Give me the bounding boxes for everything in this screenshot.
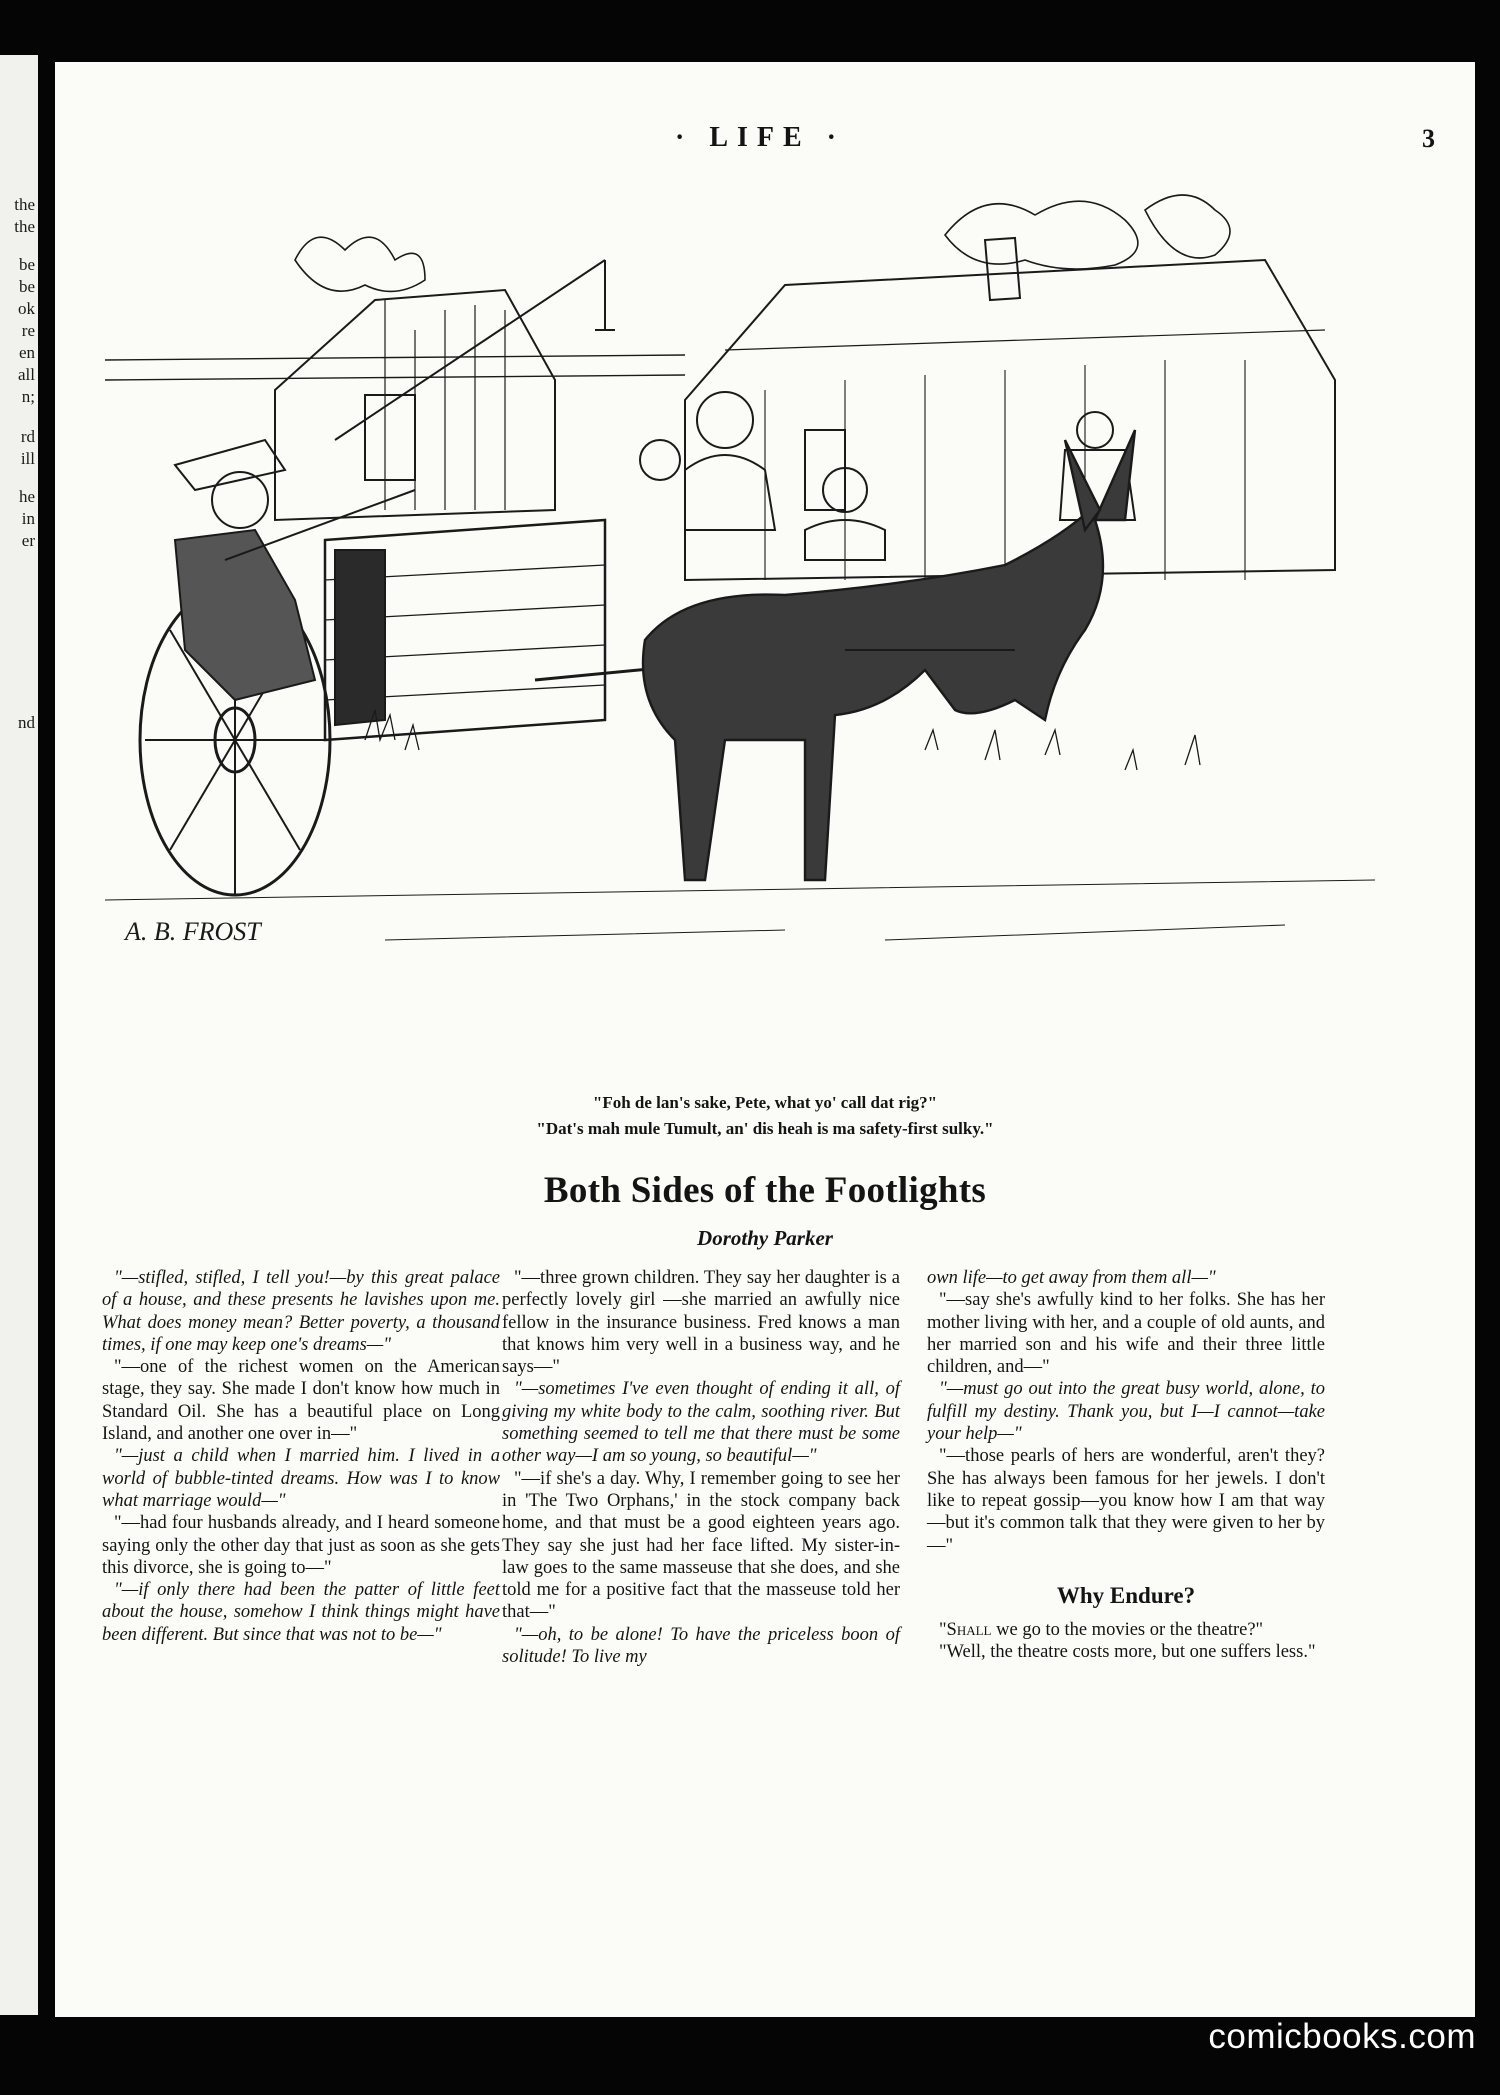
text-column-1 bbox=[102, 1267, 500, 1646]
artist-signature: A. B. FROST bbox=[125, 917, 261, 946]
paragraph: "—say she's awfully kind to her folks. She has her mother living with her, and a couple of old aunts, and her married son and his wife and their three little children, and—" bbox=[927, 1290, 1325, 1378]
text-column-3 bbox=[927, 1267, 1325, 1664]
sidebar-lead-word: "Shall bbox=[939, 1620, 992, 1641]
facing-page-fragment: ill bbox=[20, 449, 35, 468]
fence-background bbox=[105, 355, 685, 380]
page-number: 3 bbox=[1422, 124, 1435, 153]
magazine-page bbox=[55, 62, 1475, 2017]
paragraph: "—if she's a day. Why, I remember going to see her in 'The Two Orphans,' in the stock company back home, and that must be a good eighteen years ago. They say she just had her face lifted. My sister-in-law goes to the same masseuse that she does, and she told me for a positive fact that the masseuse told her that—" bbox=[502, 1468, 900, 1623]
barn-right bbox=[685, 238, 1335, 580]
paragraph: "—sometimes I've even thought of ending it all, of giving my white body to the calm, soothing river. But something seemed to tell me that there must be some other way—I am so young, so beautiful—" bbox=[502, 1379, 900, 1467]
facing-page-fragment: the bbox=[14, 195, 35, 214]
facing-page-fragment: er bbox=[21, 531, 35, 550]
cartoon-illustration bbox=[85, 180, 1385, 1160]
paragraph: own life—to get away from them all—" bbox=[927, 1268, 1216, 1288]
paragraph: "—those pearls of hers are wonderful, aren't they? She has always been famous for her jewels. I don't like to repeat gossip—you know how I am that way—but it's common talk that they were given to her by—" bbox=[927, 1446, 1325, 1556]
paragraph: "—if only there had been the patter of little feet about the house, somehow I think things might have been different. But since that was not to be—" bbox=[102, 1580, 500, 1645]
barn-left bbox=[275, 290, 555, 520]
facing-page-fragment: all bbox=[18, 365, 35, 384]
paragraph: "—just a child when I married him. I lived in a world of bubble-tinted dreams. How was I to know what marriage would—" bbox=[102, 1446, 500, 1511]
sidebar-line-2: "Well, the theatre costs more, but one suffers less." bbox=[939, 1642, 1316, 1663]
ground-weeds bbox=[105, 710, 1375, 940]
facing-page-fragment: ok bbox=[18, 299, 35, 318]
sidebar-line-1-rest: we go to the movies or the theatre?" bbox=[991, 1620, 1264, 1641]
paragraph: "—must go out into the great busy world, alone, to fulfill my destiny. Thank you, but I—I cannot—take your help—" bbox=[927, 1379, 1325, 1445]
paragraph: "—oh, to be alone! To have the priceless boon of solitude! To live my bbox=[502, 1624, 900, 1668]
sidebar-line-1 bbox=[927, 1619, 1325, 1641]
site-watermark: comicbooks.com bbox=[1208, 2017, 1476, 2056]
facing-page-fragment: en bbox=[18, 343, 35, 362]
facing-page-fragment: be bbox=[18, 277, 35, 296]
article-byline: Dorothy Parker bbox=[697, 1226, 833, 1250]
paragraph: "—three grown children. They say her daughter is a perfectly lovely girl —she married an awfully nice fellow in the insurance business. Fred knows a man that knows him very well in a business way, and he says—" bbox=[502, 1268, 900, 1378]
caption-line-2: "Dat's mah mule Tumult, an' dis heah is ma safety-first sulky." bbox=[536, 1119, 994, 1138]
article-title: Both Sides of the Footlights bbox=[543, 1170, 987, 1211]
sidebar-title: Why Endure? bbox=[1056, 1582, 1196, 1608]
facing-page-edge bbox=[0, 55, 38, 2015]
facing-page-fragment: be bbox=[18, 255, 35, 274]
facing-page-fragment: re bbox=[21, 321, 35, 340]
facing-page-fragment: in bbox=[21, 509, 35, 528]
paragraph: "—stifled, stifled, I tell you!—by this great palace of a house, and these presents he lavishes upon me. What does money mean? Better poverty, a thousand times, if one may keep one's dreams—" bbox=[102, 1268, 500, 1355]
cartoon-caption bbox=[55, 1090, 1475, 1142]
facing-page-fragment: he bbox=[18, 487, 35, 506]
facing-page-fragment: rd bbox=[20, 427, 35, 446]
paragraph: "—had four husbands already, and I heard someone saying only the other day that just as soon as she gets this divorce, she is going to—" bbox=[102, 1513, 500, 1578]
background-trees bbox=[295, 195, 1230, 291]
text-column-2 bbox=[502, 1267, 900, 1668]
paragraph: "—one of the richest women on the American stage, they say. She made I don't know how much in Standard Oil. She has a beautiful place on Long Island, and another one over in—" bbox=[102, 1357, 500, 1445]
facing-page-fragment: n; bbox=[21, 387, 35, 406]
facing-page-fragment: nd bbox=[18, 713, 35, 732]
facing-page-fragment: the bbox=[14, 217, 35, 236]
running-head: · LIFE · bbox=[674, 122, 846, 153]
caption-line-1: "Foh de lan's sake, Pete, what yo' call dat rig?" bbox=[592, 1093, 938, 1112]
